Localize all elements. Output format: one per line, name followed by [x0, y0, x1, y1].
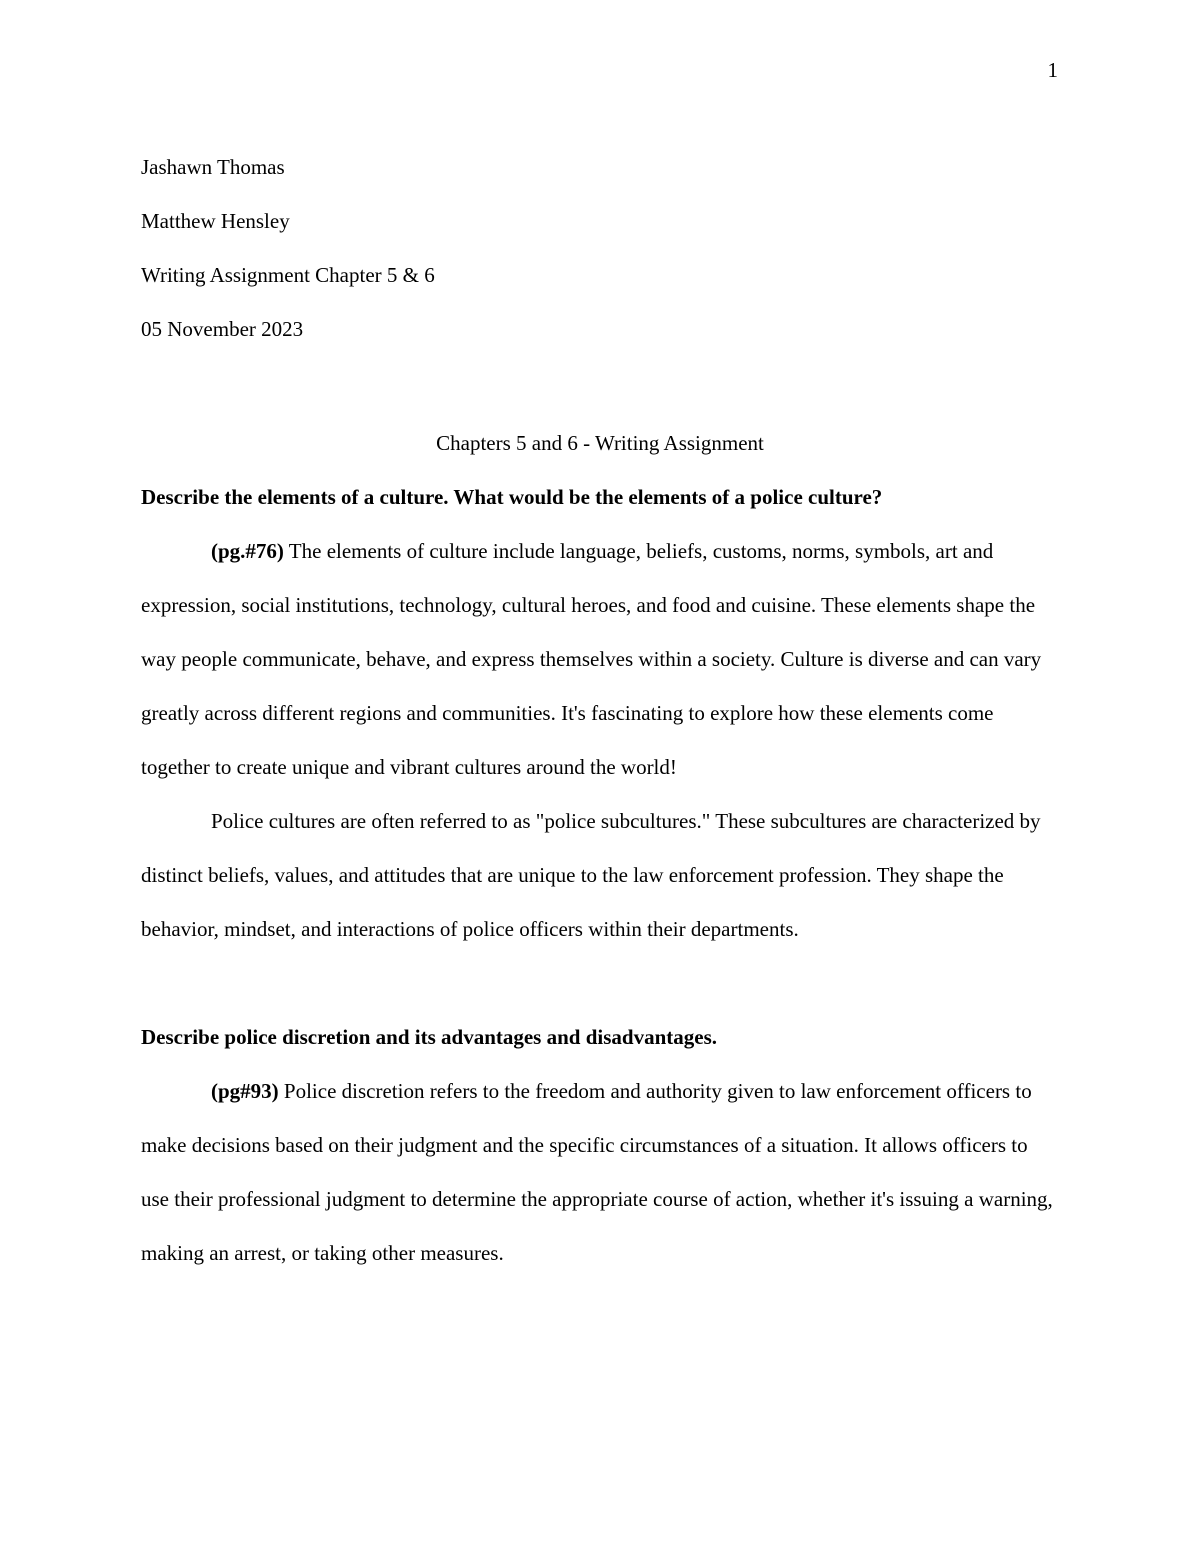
submission-date: 05 November 2023 — [141, 317, 304, 341]
section-culture — [141, 470, 1059, 956]
paragraph-text: Police discretion refers to the freedom and authority given to law enforcement officers to make decisions based on their judgment and the specific circumstances of a situation. It allows officers to use their professional judgment to determine the appropriate course of action, whether it's issuing a warning, making an arrest, or taking other measures. — [141, 1079, 1053, 1265]
page-reference: (pg.#76) — [211, 539, 284, 563]
course-name: Writing Assignment Chapter 5 & 6 — [141, 263, 435, 287]
spacer — [141, 956, 1059, 1010]
section-heading: Describe the elements of a culture. What would be the elements of a police culture? — [141, 485, 883, 509]
page-number: 1 — [1047, 58, 1058, 82]
document-body — [141, 140, 1059, 1280]
paragraph — [141, 1064, 1059, 1280]
document-title: Chapters 5 and 6 - Writing Assignment — [436, 431, 764, 455]
section-heading: Describe police discretion and its advantages and disadvantages. — [141, 1025, 717, 1049]
author-name: Jashawn Thomas — [141, 155, 285, 179]
instructor-name: Matthew Hensley — [141, 209, 290, 233]
paragraph-text: Police cultures are often referred to as "police subcultures." These subcultures are characterized by distinct beliefs, values, and attitudes that are unique to the law enforcement profession. They shape the behavior, mindset, and interactions of police officers within their departments. — [141, 809, 1041, 941]
page-reference: (pg#93) — [211, 1079, 279, 1103]
paragraph-text: The elements of culture include language, beliefs, customs, norms, symbols, art and expression, social institutions, technology, cultural heroes, and food and cuisine. These elements shape the way people communicate, behave, and express themselves within a society. Culture is diverse and can vary greatly across different regions and communities. It's fascinating to explore how these elements come together to create unique and vibrant cultures around the world! — [141, 539, 1042, 779]
section-discretion — [141, 1010, 1059, 1280]
spacer — [141, 356, 1059, 416]
paragraph — [141, 524, 1059, 794]
paragraph — [141, 794, 1059, 956]
